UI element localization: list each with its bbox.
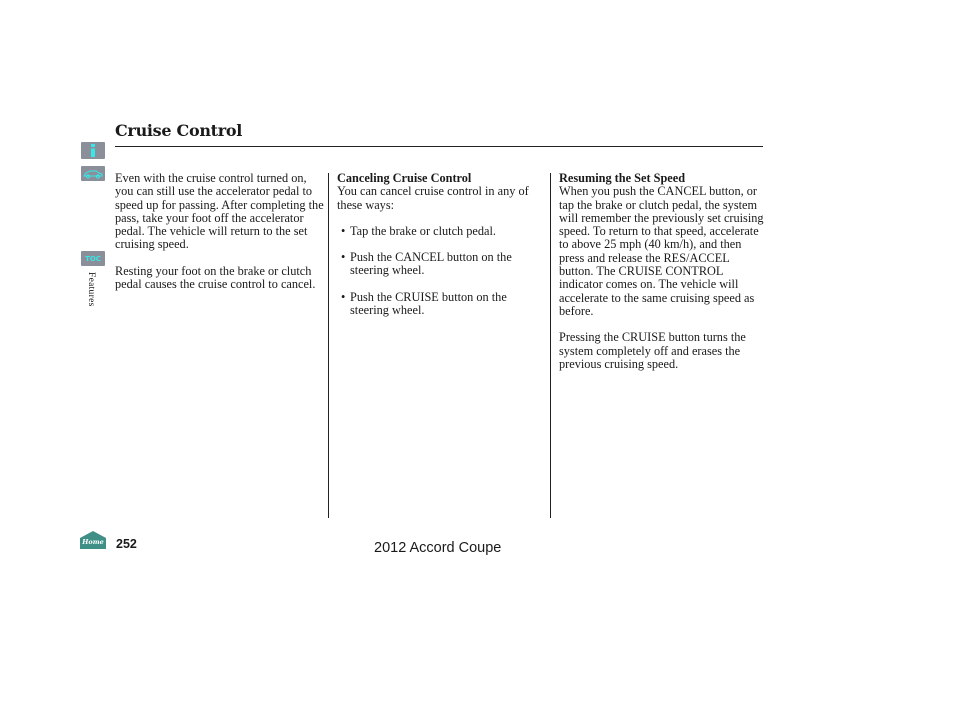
bullet-icon: • xyxy=(341,289,346,304)
page-number: 252 xyxy=(116,537,137,551)
info-icon xyxy=(88,144,98,157)
toc-label: TOC xyxy=(85,254,101,263)
section-tab-label: Features xyxy=(86,272,96,307)
page-title: Cruise Control xyxy=(115,121,243,140)
column-divider-1 xyxy=(328,173,329,518)
column-1 xyxy=(115,172,325,291)
home-icon xyxy=(79,530,107,550)
footer-model: 2012 Accord Coupe xyxy=(374,540,502,556)
column-3 xyxy=(559,172,765,371)
car-icon xyxy=(83,169,103,179)
bullet-icon: • xyxy=(341,250,346,265)
paragraph-brake-cancel: Resting your foot on the brake or clutch pedal causes the cruise control to cancel. xyxy=(115,263,316,292)
info-tab-button[interactable] xyxy=(81,142,105,159)
home-label: Home xyxy=(82,538,104,546)
list-item xyxy=(337,225,542,238)
heading-canceling: Canceling Cruise Control xyxy=(337,171,472,185)
paragraph-resume: When you push the CANCEL button, or tap the brake or clutch pedal, the system will remember the previously set cruising speed. To return to that speed, accelerate to above 25 mph (40 km/h), and then press and release the RES/ACCEL button. The CRUISE CONTROL indicator comes on. The vehicle will accelerate to the same cruising speed as before. xyxy=(559,184,764,318)
home-button[interactable] xyxy=(79,530,107,550)
paragraph-passing: Even with the cruise control turned on, you can still use the accelerator pedal to speed up for passing. After completing the pass, take your foot off the accelerator pedal. The vehicle will return to the set cruising speed. xyxy=(115,171,324,252)
paragraph-cancel-intro: You can cancel cruise control in any of these ways: xyxy=(337,184,529,212)
paragraph-cruise-off: Pressing the CRUISE button turns the system completely off and erases the previous cruising speed. xyxy=(559,330,746,371)
list-item xyxy=(337,251,542,278)
bullet-text: Push the CANCEL button on the steering wheel. xyxy=(350,250,512,278)
vehicle-tab-button[interactable] xyxy=(81,166,105,181)
heading-resuming: Resuming the Set Speed xyxy=(559,171,686,185)
bullet-text: Push the CRUISE button on the steering wheel. xyxy=(350,289,507,318)
column-2 xyxy=(337,172,542,317)
toc-button[interactable] xyxy=(81,251,105,266)
list-item xyxy=(337,291,542,318)
column-divider-2 xyxy=(550,173,551,518)
bullet-icon: • xyxy=(341,223,346,238)
title-divider xyxy=(115,146,763,147)
bullet-text: Tap the brake or clutch pedal. xyxy=(350,223,496,238)
